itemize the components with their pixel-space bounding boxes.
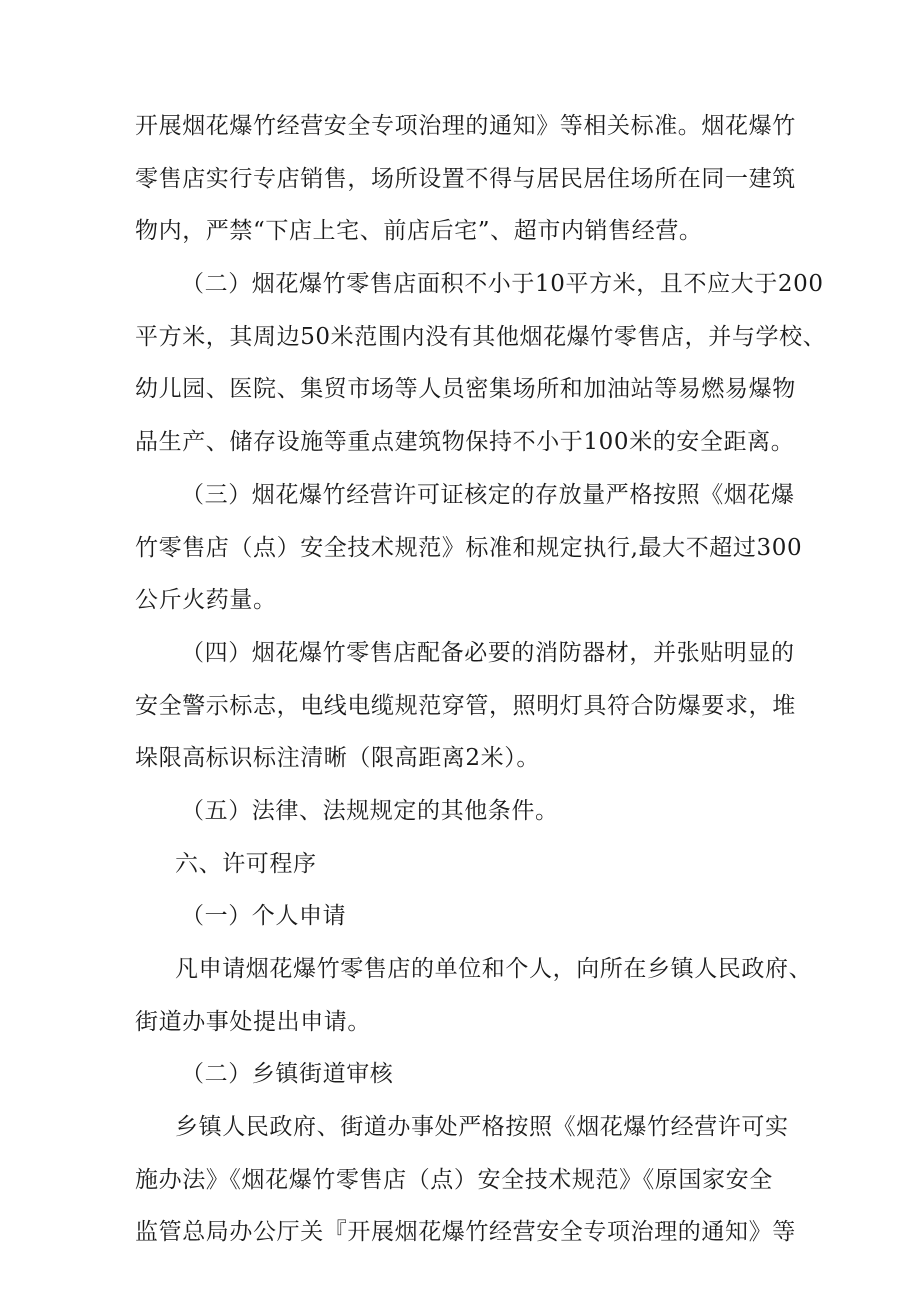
text-line: 竹零售店（点）安全技术规范》标准和规定执行,最大不超过300 bbox=[135, 534, 803, 561]
text-line: 幼儿园、医院、集贸市场等人员密集场所和加油站等易燃易爆物 bbox=[135, 376, 796, 403]
text-line: 零售店实行专店销售，场所设置不得与居民居住场所在同一建筑 bbox=[135, 165, 796, 192]
text-line: 开展烟花爆竹经营安全专项治理的通知》等相关标准。烟花爆竹 bbox=[135, 113, 796, 139]
text-line: 安全警示标志，电线电缆规范穿管，照明灯具符合防爆要求，堆 bbox=[135, 692, 796, 719]
text-line: （二）烟花爆竹零售店面积不小于10平方米，且不应大于200 bbox=[181, 271, 824, 298]
text-line: 垛限高标识标注清晰（限高距离2米）。 bbox=[135, 745, 540, 772]
text-line: 街道办事处提出申请。 bbox=[135, 1008, 371, 1035]
text-line: 平方米，其周边50米范围内没有其他烟花爆竹零售店，并与学校、 bbox=[135, 323, 827, 350]
text-line: （三）烟花爆竹经营许可证核定的存放量严格按照《烟花爆 bbox=[181, 481, 795, 508]
text-line: 施办法》《烟花爆竹零售店（点）安全技术规范》《原国家安全 bbox=[135, 1166, 773, 1193]
text-line: 品生产、储存设施等重点建筑物保持不小于100米的安全距离。 bbox=[135, 429, 795, 456]
text-line: 公斤火药量。 bbox=[135, 587, 277, 614]
text-line: （四）烟花爆竹零售店配备必要的消防器材，并张贴明显的 bbox=[181, 639, 795, 666]
text-line: 乡镇人民政府、街道办事处严格按照《烟花爆竹经营许可实 bbox=[175, 1114, 789, 1141]
document-body bbox=[135, 100, 827, 1259]
text-line: 凡申请烟花爆竹零售店的单位和个人，向所在乡镇人民政府、 bbox=[175, 956, 813, 982]
text-line: 物内，严禁“下店上宅、前店后宅”、超市内销售经营。 bbox=[135, 218, 703, 245]
subsection-heading: （二）乡镇街道审核 bbox=[181, 1061, 394, 1088]
subsection-heading: （一）个人申请 bbox=[181, 903, 347, 930]
text-line: 监管总局办公厅关『开展烟花爆竹经营安全专项治理的通知》等 bbox=[135, 1219, 796, 1246]
text-line: （五）法律、法规规定的其他条件。 bbox=[181, 797, 559, 824]
section-heading: 六、许可程序 bbox=[175, 850, 317, 877]
